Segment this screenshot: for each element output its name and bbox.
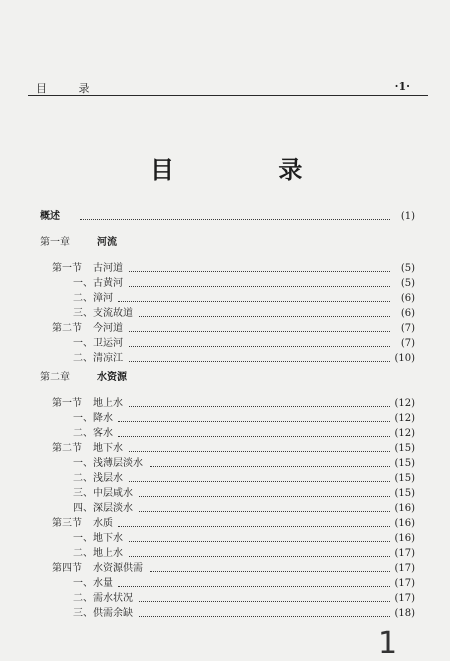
toc-entry-title: 古河道	[93, 263, 123, 274]
toc-leader-dots	[129, 481, 391, 482]
toc-leader-dots	[139, 601, 390, 602]
toc-entry-title: 卫运河	[93, 338, 123, 349]
toc-entry	[0, 532, 450, 546]
toc-entry-number: 二、	[73, 548, 93, 559]
toc-entry-title: 需水状况	[93, 593, 133, 604]
toc-entry-page: (6)	[400, 293, 415, 304]
toc-leader-dots	[139, 616, 390, 617]
toc-entry-page: (5)	[400, 263, 415, 274]
toc-leader-dots	[80, 219, 390, 220]
toc-entry-page: (5)	[400, 278, 415, 289]
handwritten-mark: 1	[378, 626, 398, 661]
toc-entry	[0, 337, 450, 351]
toc-entry-page: (12)	[394, 413, 415, 424]
toc-entry	[0, 262, 450, 276]
toc-entry	[0, 487, 450, 501]
toc-entry-number: 第二节	[52, 443, 82, 454]
toc-entry-page: (12)	[394, 428, 415, 439]
toc-leader-dots	[129, 331, 391, 332]
toc-leader-dots	[118, 526, 390, 527]
toc-entry	[0, 577, 450, 591]
toc-leader-dots	[150, 571, 391, 572]
toc-entry-number: 第四节	[52, 563, 82, 574]
toc-entry-number: 第一节	[52, 398, 82, 409]
toc-entry-page: (17)	[394, 563, 415, 574]
toc-entry	[0, 352, 450, 366]
toc-entry	[0, 292, 450, 306]
toc-entry-number: 二、	[73, 473, 93, 484]
toc-entry	[0, 322, 450, 336]
toc-leader-dots	[139, 496, 390, 497]
toc-entry-page: (6)	[400, 308, 415, 319]
toc-entry	[0, 397, 450, 411]
toc-entry	[0, 547, 450, 561]
toc-entry-number: 一、	[73, 413, 93, 424]
toc-entry-page: (12)	[394, 398, 415, 409]
toc-entry-title: 地下水	[93, 533, 123, 544]
toc-entry	[0, 412, 450, 426]
toc-entry-page: (17)	[394, 593, 415, 604]
toc-entry	[0, 607, 450, 621]
toc-leader-dots	[150, 466, 391, 467]
toc-entry-number: 二、	[73, 353, 93, 364]
toc-leader-dots	[129, 346, 391, 347]
toc-entry-title: 供需余缺	[93, 608, 133, 619]
toc-entry-title: 河流	[97, 237, 117, 248]
toc-entry	[0, 502, 450, 516]
toc-entry	[0, 592, 450, 606]
toc-entry	[0, 517, 450, 531]
toc-entry-number: 一、	[73, 533, 93, 544]
toc-entry-number: 第一章	[40, 237, 70, 248]
toc-entry-title: 地上水	[93, 548, 123, 559]
toc-entry-number: 第二节	[52, 323, 82, 334]
toc-entry-title: 客水	[93, 428, 113, 439]
toc-leader-dots	[139, 511, 390, 512]
toc-entry-title: 清凉江	[93, 353, 123, 364]
toc-entry-number: 二、	[73, 293, 93, 304]
toc-leader-dots	[129, 556, 391, 557]
toc-entry	[0, 457, 450, 471]
toc-entry-title: 深层淡水	[93, 503, 133, 514]
toc-entry	[0, 371, 450, 385]
toc-entry-page: (1)	[400, 211, 415, 222]
toc-entry-title: 浅薄层淡水	[93, 458, 143, 469]
toc-entry-title: 水资源供需	[93, 563, 143, 574]
toc-entry-page: (16)	[394, 533, 415, 544]
page-number: ·1·	[394, 80, 410, 93]
toc-leader-dots	[129, 541, 391, 542]
toc-leader-dots	[129, 271, 391, 272]
toc-entry	[0, 427, 450, 441]
toc-entry-title: 支流故道	[93, 308, 133, 319]
toc-entry-number: 第二章	[40, 372, 70, 383]
toc-entry-title: 中层咸水	[93, 488, 133, 499]
toc-entry	[0, 307, 450, 321]
toc-entry	[0, 210, 450, 224]
toc-leader-dots	[139, 316, 390, 317]
toc-entry-page: (17)	[394, 548, 415, 559]
toc-entry-title: 概述	[40, 211, 60, 222]
toc-entry-page: (15)	[394, 473, 415, 484]
toc-entry-page: (10)	[394, 353, 415, 364]
toc-leader-dots	[129, 361, 391, 362]
toc-entry-number: 一、	[73, 578, 93, 589]
toc-entry-page: (7)	[400, 338, 415, 349]
toc-entry-page: (15)	[394, 458, 415, 469]
toc-entry-title: 地下水	[93, 443, 123, 454]
running-head: 目 录	[36, 82, 104, 95]
toc-leader-dots	[129, 286, 391, 287]
toc-entry-title: 古黄河	[93, 278, 123, 289]
toc-leader-dots	[118, 421, 390, 422]
toc-entry-title: 地上水	[93, 398, 123, 409]
toc-entry-number: 二、	[73, 428, 93, 439]
toc-leader-dots	[118, 436, 390, 437]
toc-entry	[0, 472, 450, 486]
toc-entry-number: 三、	[73, 488, 93, 499]
toc-leader-dots	[118, 586, 390, 587]
toc-entry-title: 漳河	[93, 293, 113, 304]
page-title: 目 录	[150, 155, 351, 184]
toc-leader-dots	[129, 406, 391, 407]
toc-entry-number: 四、	[73, 503, 93, 514]
toc-entry	[0, 277, 450, 291]
toc-entry	[0, 442, 450, 456]
toc-entry-number: 三、	[73, 608, 93, 619]
toc-leader-dots	[129, 451, 391, 452]
toc-entry-page: (17)	[394, 578, 415, 589]
toc-entry	[0, 236, 450, 250]
toc-entry-number: 第三节	[52, 518, 82, 529]
toc-entry-title: 降水	[93, 413, 113, 424]
toc-entry-page: (15)	[394, 488, 415, 499]
toc-entry-page: (18)	[394, 608, 415, 619]
toc-entry-number: 一、	[73, 458, 93, 469]
toc-entry	[0, 562, 450, 576]
toc-entry-number: 一、	[73, 338, 93, 349]
toc-entry-page: (16)	[394, 518, 415, 529]
toc-entry-title: 水量	[93, 578, 113, 589]
toc-entry-page: (16)	[394, 503, 415, 514]
toc-entry-number: 一、	[73, 278, 93, 289]
toc-entry-number: 三、	[73, 308, 93, 319]
toc-entry-number: 二、	[73, 593, 93, 604]
toc-entry-title: 今河道	[93, 323, 123, 334]
toc-entry-page: (15)	[394, 443, 415, 454]
toc-entry-title: 浅层水	[93, 473, 123, 484]
toc-entry-title: 水质	[93, 518, 113, 529]
toc-entry-page: (7)	[400, 323, 415, 334]
toc-entry-number: 第一节	[52, 263, 82, 274]
toc-entry-title: 水资源	[97, 372, 127, 383]
toc-leader-dots	[118, 301, 390, 302]
